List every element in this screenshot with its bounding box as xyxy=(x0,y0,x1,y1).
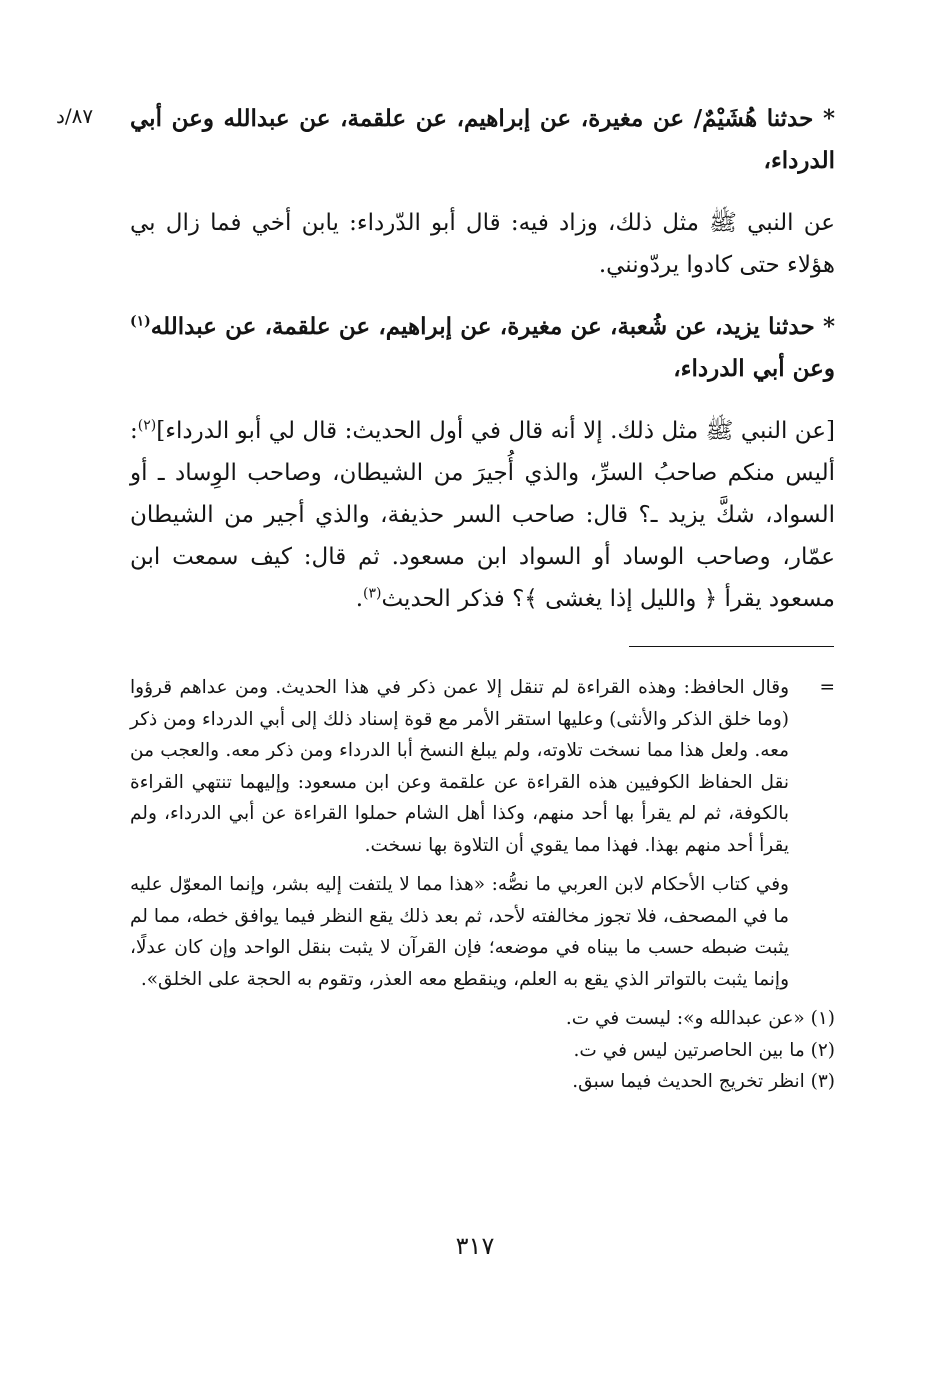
footnote-separator xyxy=(629,646,834,647)
footnotes xyxy=(130,672,835,1098)
footnote-3: (٣) انظر تخريج الحديث فيما سبق. xyxy=(572,1071,835,1092)
footnote-ref-2: (٢) xyxy=(137,417,157,434)
hadith-text-2-c: . xyxy=(355,586,363,612)
hadith-chain-2-a: * حدثنا يزيد، عن شُعبة، عن مغيرة، عن إبراهيم، عن علقمة، عن عبدالله xyxy=(150,313,835,340)
page-number: ٣١٧ xyxy=(455,1232,495,1260)
hadith-text-2 xyxy=(130,410,835,620)
main-text xyxy=(130,98,835,640)
hadith-chain-2-b: وعن أبي الدرداء، xyxy=(673,355,835,382)
hadith-chain-1: * حدثنا هُشَيْمٌ/ عن مغيرة، عن إبراهيم، عن علقمة، عن عبدالله وعن أبي الدرداء، xyxy=(130,105,835,174)
hadith-text-2-a: [عن النبي ﷺ مثل ذلك. إلا أنه قال في أول الحديث: قال لي أبو الدرداء] xyxy=(156,418,835,444)
footnote-continuation-text: وقال الحافظ: وهذه القراءة لم تنقل إلا عمن ذكر في هذا الحديث. ومن عداهم قرؤوا (وما خلق الذكر والأنثى) وعليها استقر الأمر مع قوة إسناد ذلك إلى أبي الدرداء ومن ذكر معه. ولعل هذا مما نسخت تلاوته، ولم يبلغ النسخ أبا الدرداء ومن ذكر معه. والعجب من نقل الحفاظ الكوفيين هذه القراءة عن علقمة وعن ابن مسعود: وإليهما تنتهي القراءة بالكوفة، ثم لم يقرأ بها أحد منهم، وكذا أهل الشام حملوا القراءة عن أبي الدرداء، ولم يقرأ أحد منهم بهذا. فهذا مما يقوي أن التلاوة بها نسخت. xyxy=(130,677,789,856)
footnote-2: (٢) ما بين الحاصرتين ليس في ت. xyxy=(573,1039,835,1061)
hadith-text-2-b: : أليس منكم صاحبُ السرِّ، والذي أُجيرَ من الشيطان، وصاحب الوِساد ـ أو السواد، شكَّ يزيد ـ؟ قال: صاحب السر حذيفة، والذي أجير من الشيطان عمّار، وصاحب الوساد أو السواد ابن مسعود. ثم قال: كيف سمعت ابن مسعود يقرأ ﴿ والليل إذا يغشى ﴾؟ فذكر الحديث xyxy=(130,418,835,612)
footnote-continuation xyxy=(130,672,835,861)
hadith-text-1: عن النبي ﷺ مثل ذلك، وزاد فيه: قال أبو الدّرداء: يابن أخي فما زال بي هؤلاء حتى كادوا يردّونني. xyxy=(130,210,835,278)
footnote-ref-3: (٣) xyxy=(363,585,382,602)
footnote-1: (١) «عن عبدالله و»: ليست في ت. xyxy=(565,1008,835,1029)
footnote-ref-1: (١) xyxy=(130,313,151,330)
continuation-marker: = xyxy=(819,677,835,698)
hadith-chain-2 xyxy=(130,306,835,390)
footnote-continuation-2: وفي كتاب الأحكام لابن العربي ما نصُّه: «هذا مما لا يلتفت إليه بشر، وإنما المعوّل عليه ما في المصحف، فلا تجوز مخالفته لأحد، ثم بعد ذلك يقع النظر فيما يوافق خطه، مما لم يثبت ضبطه حسب ما بيناه في موضعه؛ فإن القرآن لا يثبت بنقل الواحد وإن كان عدلًا، وإنما يثبت بالتواتر الذي يقع به العلم، وينقطع معه العذر، وتقوم به الحجة على الخلق». xyxy=(130,874,789,990)
margin-manuscript-ref: ٨٧/د xyxy=(56,104,94,128)
